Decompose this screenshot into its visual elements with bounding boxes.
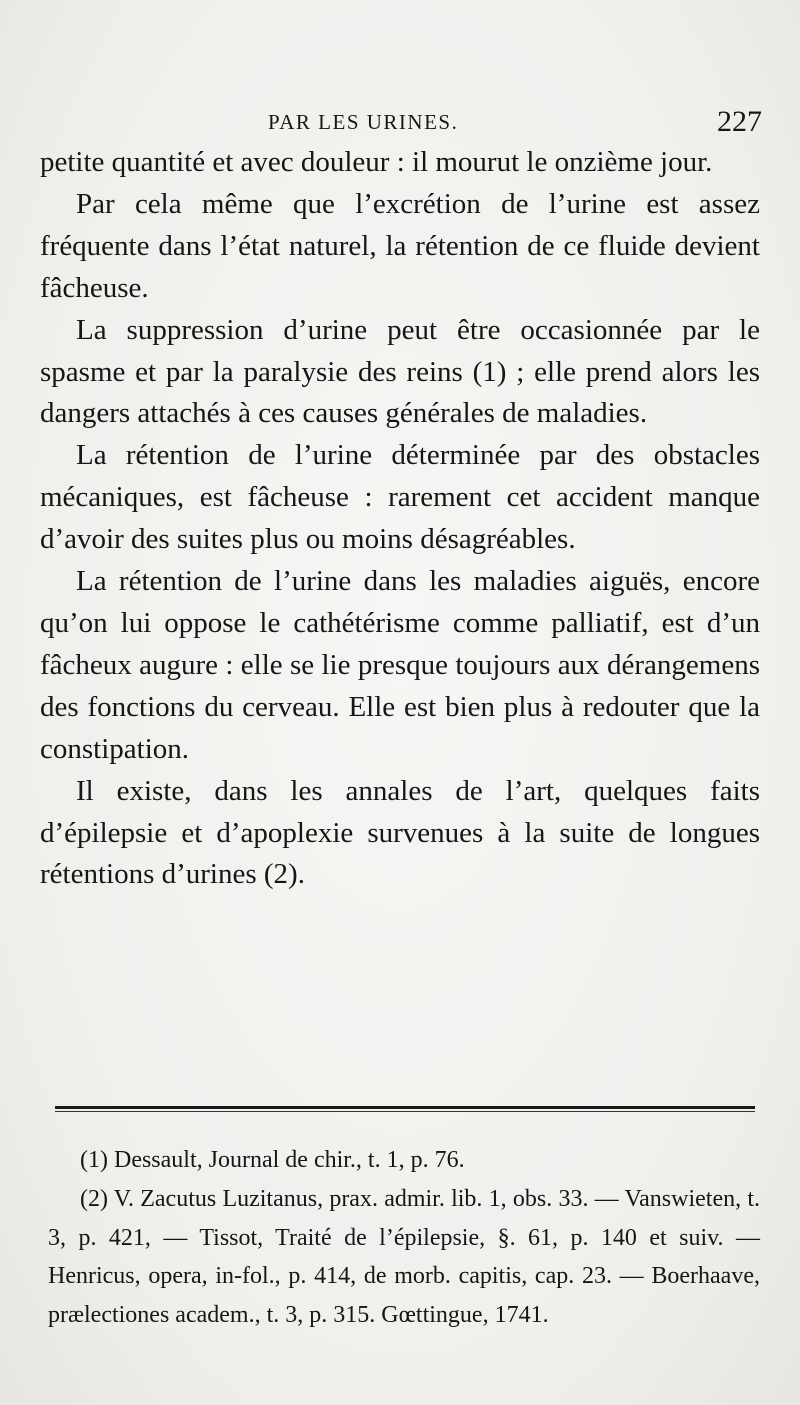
- footnote-divider-thin: [55, 1111, 755, 1112]
- running-title: PAR LES URINES.: [268, 110, 459, 134]
- paragraph: Il existe, dans les annales de l’art, quelques faits d’épilepsie et d’apoplexie survenues à la suite de longues rétentions d’urines (2).: [40, 774, 760, 891]
- body-text: [40, 142, 760, 896]
- page-number: 227: [717, 105, 762, 138]
- footnotes: [48, 1141, 760, 1335]
- page-header: [40, 102, 762, 142]
- paragraph: La rétention de l’urine dans les maladies aiguës, encore qu’on lui oppose le cathétérisme comme palliatif, est d’un fâcheux augure : elle se lie presque toujours aux dérangemens des fonctions du cerveau. Elle est bien plus à redouter que la constipation.: [40, 565, 760, 765]
- paragraph-continuation: petite quantité et avec douleur : il mourut le onzième jour.: [40, 146, 713, 178]
- paragraph: Par cela même que l’excrétion de l’urine est assez fréquente dans l’état naturel, la rétention de ce fluide devient fâcheuse.: [40, 187, 760, 304]
- footnote: (1) Dessault, Journal de chir., t. 1, p. 76.: [80, 1147, 465, 1173]
- footnote: (2) V. Zacutus Luzitanus, prax. admir. lib. 1, obs. 33. — Vanswieten, t. 3, p. 421, — Tissot, Traité de l’épilepsie, §. 61, p. 140 et suiv. — Henricus, opera, in-fol., p. 414, de morb. capitis, cap. 23. — Boerhaave, prælectiones academ., t. 3, p. 315. Gœttingue, 1741.: [48, 1185, 760, 1329]
- paragraph: La suppression d’urine peut être occasionnée par le spasme et par la paralysie des reins (1) ; elle prend alors les dangers attachés à ces causes générales de maladies.: [40, 313, 760, 430]
- paragraph: La rétention de l’urine déterminée par des obstacles mécaniques, est fâcheuse : rarement cet accident manque d’avoir des suites plus ou moins désagréables.: [40, 439, 760, 556]
- footnote-divider: [55, 1106, 755, 1109]
